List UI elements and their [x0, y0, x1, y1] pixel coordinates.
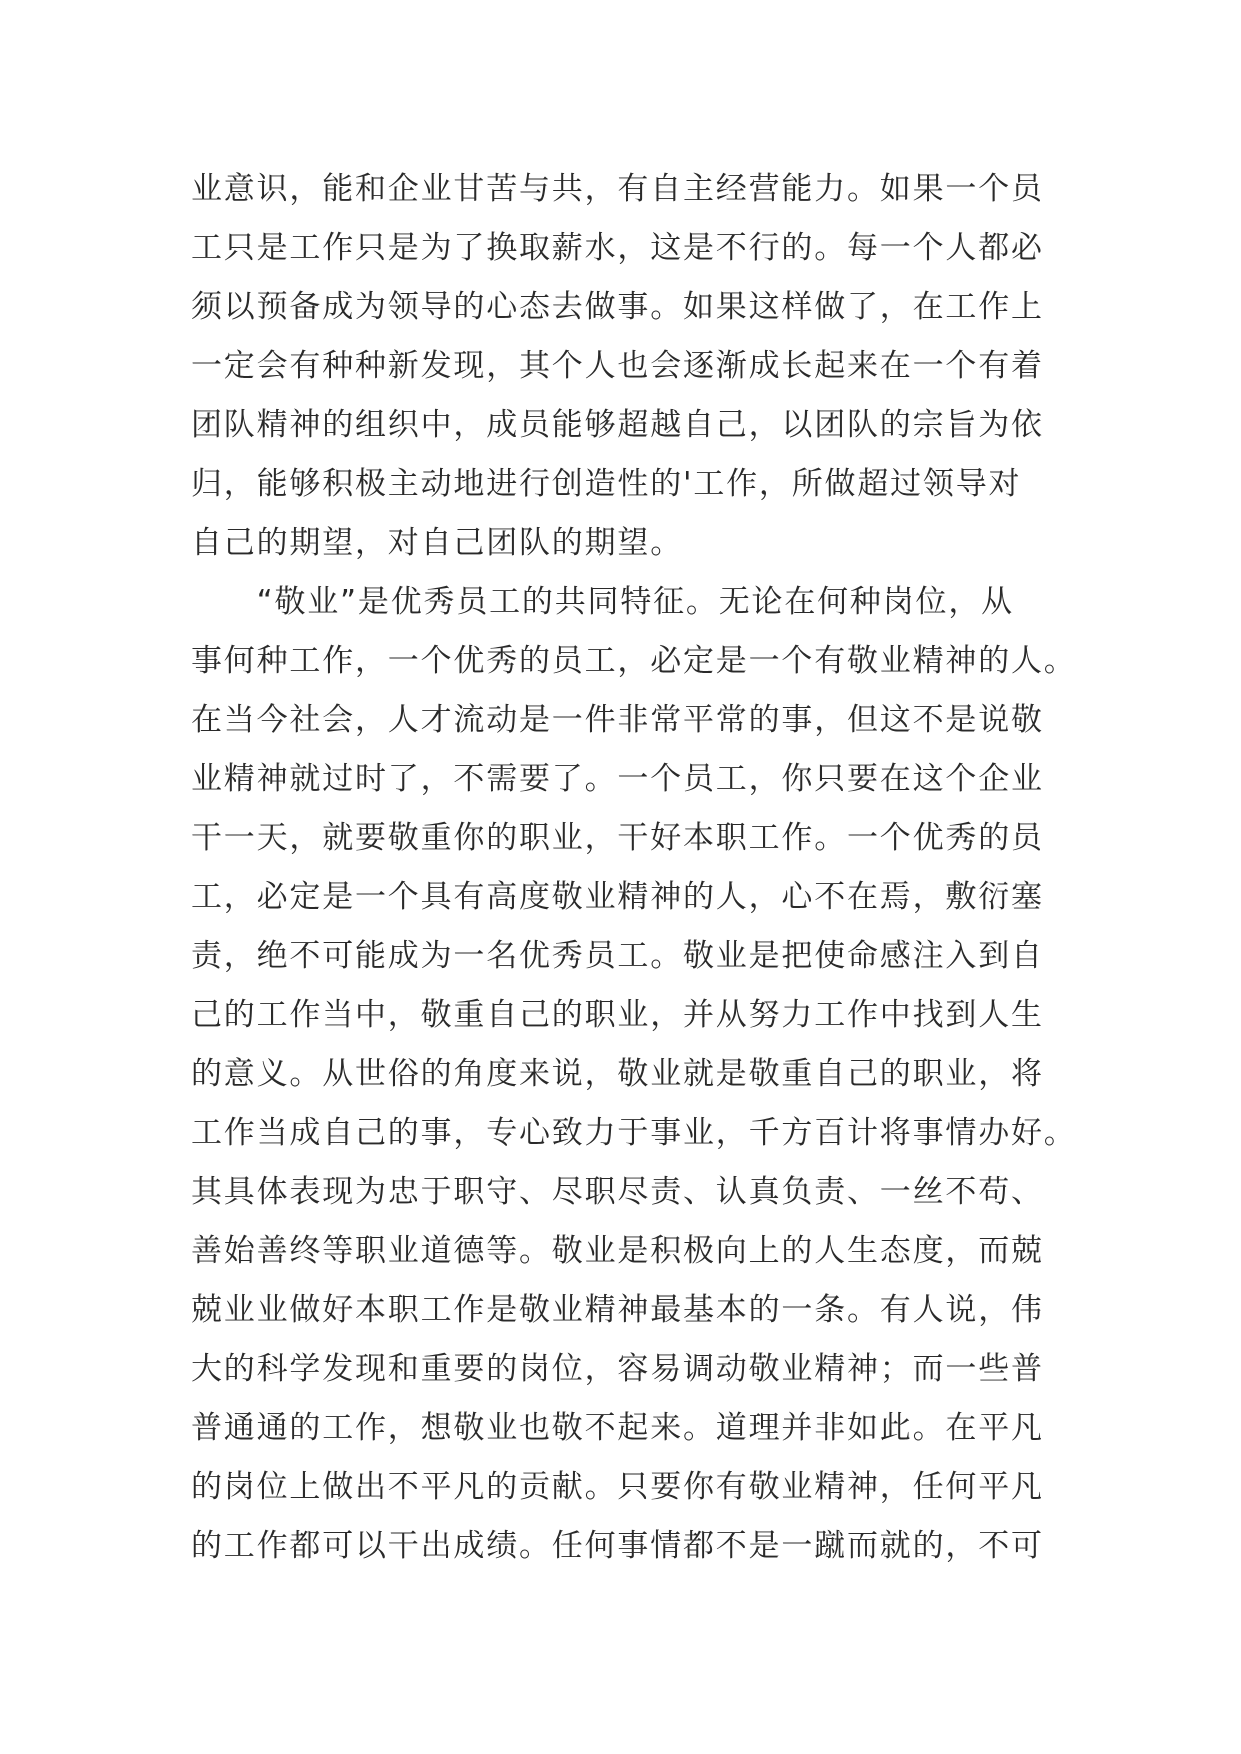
text-line: 的意义。从世俗的角度来说，敬业就是敬重自己的职业，将	[191, 1056, 1044, 1092]
text-line: 兢业业做好本职工作是敬业精神最基本的一条。有人说，伟	[191, 1292, 1044, 1328]
text-line: 归，能够积极主动地进行创造性的'工作，所做超过领导对	[191, 466, 1022, 502]
body-text	[191, 160, 1077, 1576]
text-line: 善始善终等职业道德等。敬业是积极向上的人生态度，而兢	[191, 1233, 1044, 1269]
text-line: 责，绝不可能成为一名优秀员工。敬业是把使命感注入到自	[191, 938, 1044, 974]
text-line: 业精神就过时了，不需要了。一个员工，你只要在这个企业	[191, 761, 1044, 797]
text-line: 须以预备成为领导的心态去做事。如果这样做了，在工作上	[191, 289, 1044, 325]
text-line: 工只是工作只是为了换取薪水，这是不行的。每一个人都必	[191, 230, 1044, 266]
text-line: 的岗位上做出不平凡的贡献。只要你有敬业精神，任何平凡	[191, 1469, 1044, 1505]
text-line: 在当今社会，人才流动是一件非常平常的事，但这不是说敬	[191, 702, 1044, 738]
text-line: 的工作都可以干出成绩。任何事情都不是一蹴而就的，不可	[191, 1528, 1044, 1564]
text-line: 大的科学发现和重要的岗位，容易调动敬业精神；而一些普	[191, 1351, 1044, 1387]
text-line: 自己的期望，对自己团队的期望。	[191, 525, 683, 561]
text-line: “敬业”是优秀员工的共同特征。无论在何种岗位，从	[191, 584, 1014, 620]
text-line: 普通通的工作，想敬业也敬不起来。道理并非如此。在平凡	[191, 1410, 1044, 1446]
text-line: 己的工作当中，敬重自己的职业，并从努力工作中找到人生	[191, 997, 1044, 1033]
text-line: 团队精神的组织中，成员能够超越自己，以团队的宗旨为依	[191, 407, 1044, 443]
text-line: 工作当成自己的事，专心致力于事业，千方百计将事情办好。	[191, 1115, 1077, 1151]
text-line: 工，必定是一个具有高度敬业精神的人，心不在焉，敷衍塞	[191, 879, 1044, 915]
text-line: 其具体表现为忠于职守、尽职尽责、认真负责、一丝不苟、	[191, 1174, 1044, 1210]
text-line: 事何种工作，一个优秀的员工，必定是一个有敬业精神的人。	[191, 643, 1077, 679]
text-line: 干一天，就要敬重你的职业，干好本职工作。一个优秀的员	[191, 820, 1044, 856]
text-line: 一定会有种种新发现，其个人也会逐渐成长起来在一个有着	[191, 348, 1044, 384]
text-line: 业意识，能和企业甘苦与共，有自主经营能力。如果一个员	[191, 171, 1044, 207]
